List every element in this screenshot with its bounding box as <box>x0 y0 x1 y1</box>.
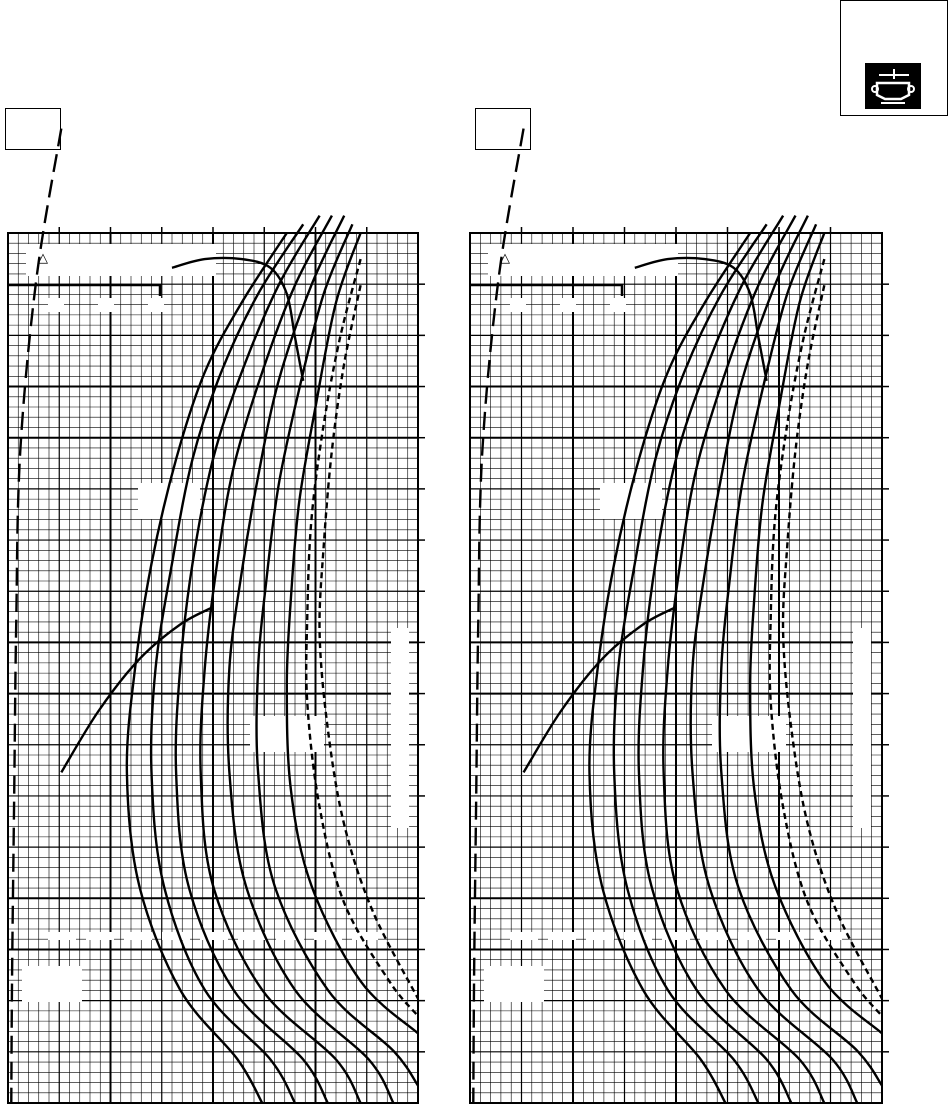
chart-panel-left <box>8 129 425 1103</box>
small-label-box <box>48 298 64 312</box>
delta-symbol: △ <box>500 251 510 266</box>
small-label-box <box>560 298 576 312</box>
delta-symbol: △ <box>38 251 48 266</box>
label-box <box>484 966 544 1002</box>
label-box <box>26 244 216 276</box>
label-box <box>488 244 678 276</box>
label-box <box>22 966 82 1002</box>
label-box <box>391 628 409 828</box>
small-label-box <box>610 298 626 312</box>
small-label-box <box>98 298 114 312</box>
small-label-box <box>510 298 526 312</box>
label-box <box>853 628 871 828</box>
series-line-1 <box>127 233 287 1103</box>
small-label-box <box>148 298 164 312</box>
series-line-1 <box>589 233 750 1103</box>
chart-panel-right <box>470 129 889 1103</box>
